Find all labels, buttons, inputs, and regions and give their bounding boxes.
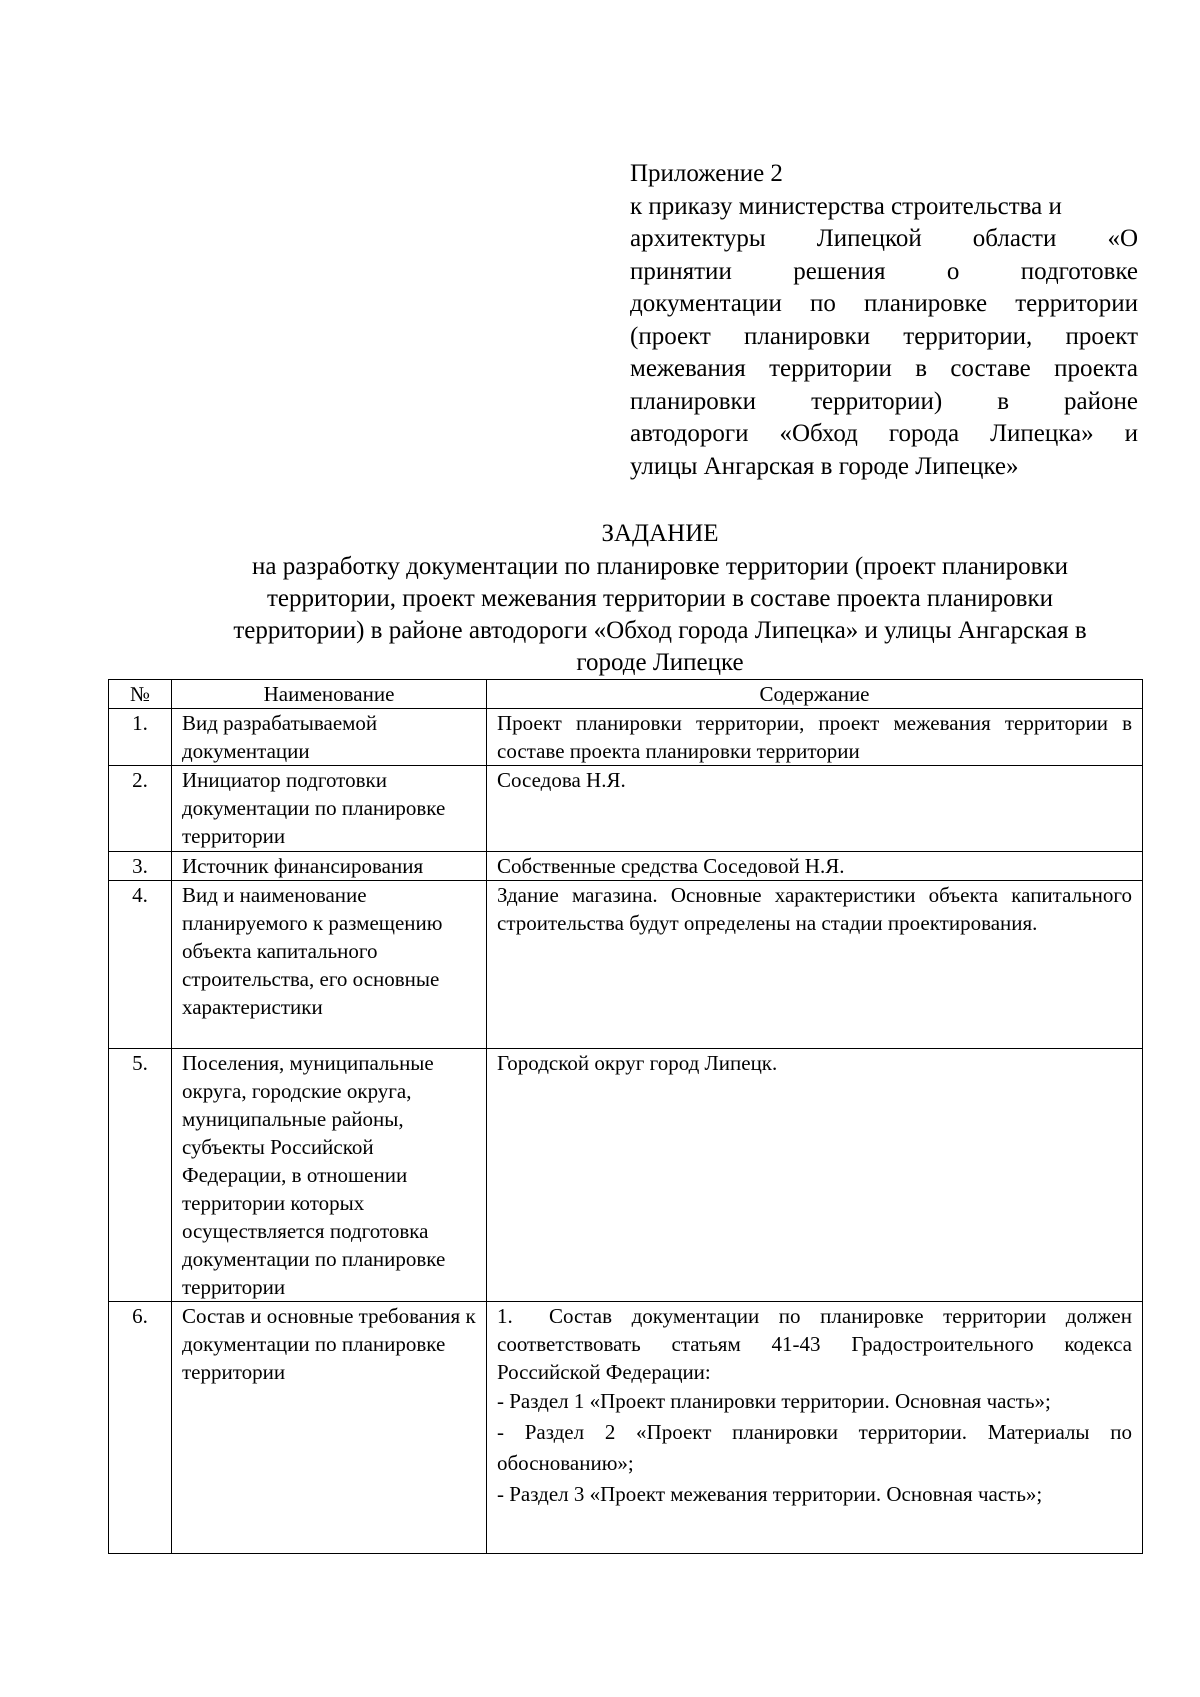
row-number: 2. bbox=[109, 766, 172, 852]
content-paragraph: Городской округ город Липецк. bbox=[497, 1051, 778, 1075]
row-content bbox=[487, 852, 1143, 881]
table-row bbox=[109, 881, 1143, 1049]
header-content: Содержание bbox=[487, 680, 1143, 709]
task-subtitle-line: на разработку документации по планировке территории (проект планировки bbox=[252, 553, 1068, 580]
task-subtitle-line: территории) в районе автодороги «Обход города Липецка» и улицы Ангарская в bbox=[233, 617, 1087, 644]
appendix-line: принятии решения о подготовке bbox=[630, 257, 1138, 285]
content-paragraph: Проект планировки территории, проект межевания территории в составе проекта планировки территории bbox=[497, 711, 1132, 763]
row-content bbox=[487, 709, 1143, 766]
content-text: Состав документации по планировке территории должен соответствовать статьям 41-43 Градостроительного кодекса Российской Федерации: bbox=[497, 1304, 1132, 1384]
content-paragraph: - Раздел 3 «Проект межевания территории. Основная часть»; bbox=[497, 1482, 1043, 1506]
list-marker: 1. bbox=[497, 1304, 513, 1328]
appendix-line: планировки территории) в районе bbox=[630, 387, 1138, 415]
appendix-line: автодороги «Обход города Липецка» и bbox=[630, 420, 1138, 447]
appendix-title: Приложение 2 bbox=[630, 160, 783, 187]
requirements-table bbox=[108, 679, 1143, 1554]
table-row bbox=[109, 709, 1143, 766]
row-content bbox=[487, 766, 1143, 852]
appendix-block bbox=[630, 158, 1138, 483]
row-name: Инициатор подготовки документации по планировке территории bbox=[172, 766, 487, 852]
content-paragraph: Соседова Н.Я. bbox=[497, 768, 626, 792]
row-content bbox=[487, 1049, 1143, 1302]
table-header-row bbox=[109, 680, 1143, 709]
appendix-line: улицы Ангарская в городе Липецке» bbox=[630, 452, 1019, 480]
task-subtitle-line: городе Липецке bbox=[576, 649, 744, 676]
appendix-line: документации по планировке территории bbox=[630, 290, 1138, 317]
row-number: 5. bbox=[109, 1049, 172, 1302]
row-number: 1. bbox=[109, 709, 172, 766]
table-row bbox=[109, 852, 1143, 881]
content-paragraph: Здание магазина. Основные характеристики объекта капитального строительства будут определены на стадии проектирования. bbox=[497, 883, 1132, 935]
header-number: № bbox=[109, 680, 172, 709]
row-number: 3. bbox=[109, 852, 172, 881]
table-row bbox=[109, 1049, 1143, 1302]
table-row bbox=[109, 1302, 1143, 1554]
appendix-line: межевания территории в составе проекта bbox=[630, 355, 1138, 382]
header-name: Наименование bbox=[172, 680, 487, 709]
row-name: Источник финансирования bbox=[172, 852, 487, 881]
row-content bbox=[487, 881, 1143, 1049]
content-paragraph bbox=[497, 1302, 1132, 1386]
content-paragraph: Собственные средства Соседовой Н.Я. bbox=[497, 854, 845, 878]
row-name: Вид и наименование планируемого к размещению объекта капитального строительства, его основные характеристики bbox=[172, 881, 487, 1049]
row-number: 6. bbox=[109, 1302, 172, 1554]
appendix-line: (проект планировки территории, проект bbox=[630, 322, 1138, 350]
row-content bbox=[487, 1302, 1143, 1554]
row-number: 4. bbox=[109, 881, 172, 1049]
task-title: ЗАДАНИЕ bbox=[601, 520, 719, 547]
task-subtitle bbox=[120, 551, 1200, 679]
table-row bbox=[109, 766, 1143, 852]
task-subtitle-line: территории, проект межевания территории в составе проекта планировки bbox=[267, 585, 1053, 612]
row-name: Вид разрабатываемой документации bbox=[172, 709, 487, 766]
content-paragraph: - Раздел 2 «Проект планировки территории. Материалы по обоснованию»; bbox=[497, 1420, 1132, 1475]
appendix-line: архитектуры Липецкой области «О bbox=[630, 225, 1138, 252]
content-paragraph: - Раздел 1 «Проект планировки территории. Основная часть»; bbox=[497, 1389, 1051, 1413]
appendix-line: к приказу министерства строительства и bbox=[630, 192, 1062, 220]
row-name: Поселения, муниципальные округа, городские округа, муниципальные районы, субъекты Российской Федерации, в отношении территории которых осуществляется подготовка документации по планировке территории bbox=[172, 1049, 487, 1302]
row-name: Состав и основные требования к документации по планировке территории bbox=[172, 1302, 487, 1554]
